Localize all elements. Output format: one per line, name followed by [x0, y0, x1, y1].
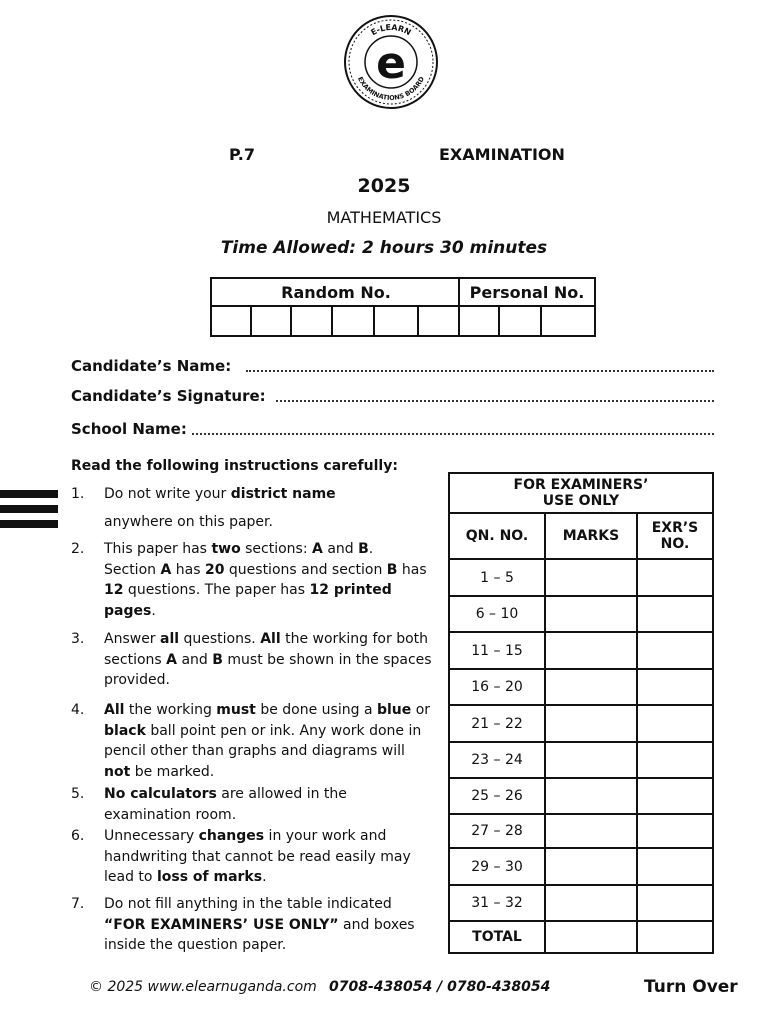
col-marks: MARKS — [545, 513, 637, 559]
logo-letter: e — [376, 38, 406, 89]
qn-range: 27 – 28 — [449, 814, 545, 848]
marks-cell[interactable] — [545, 814, 637, 848]
exr-cell[interactable] — [637, 669, 713, 705]
qn-range: 6 – 10 — [449, 596, 545, 632]
elearn-logo — [343, 14, 439, 110]
logo-bottom-text: EXAMINATIONS BOARD — [356, 75, 426, 103]
time-allowed: Time Allowed: 2 hours 30 minutes — [220, 238, 548, 258]
random-digit-box[interactable] — [250, 307, 252, 335]
marks-cell[interactable] — [545, 596, 637, 632]
class-level: P.7 — [229, 145, 255, 164]
box-divider — [458, 279, 460, 335]
total-exr-cell[interactable] — [637, 921, 713, 953]
examiners-table — [448, 472, 714, 954]
personal-digit-box[interactable] — [540, 307, 542, 335]
marks-cell[interactable] — [545, 632, 637, 669]
exr-cell[interactable] — [637, 596, 713, 632]
candidate-name-label: Candidate’s Name: — [71, 357, 232, 375]
exam-title: EXAMINATION — [439, 145, 565, 164]
marks-cell[interactable] — [545, 885, 637, 921]
qn-range: 21 – 22 — [449, 705, 545, 742]
qn-range: 23 – 24 — [449, 742, 545, 778]
candidate-signature-line[interactable] — [276, 400, 714, 402]
marks-cell[interactable] — [545, 705, 637, 742]
total-marks-cell[interactable] — [545, 921, 637, 953]
marks-cell[interactable] — [545, 778, 637, 814]
footer-copyright: © 2025 www.elearnuganda.com — [89, 979, 317, 995]
school-name-line[interactable] — [192, 433, 714, 435]
candidate-number-boxes — [210, 277, 596, 337]
instructions-heading: Read the following instructions carefully: — [71, 458, 398, 474]
marks-cell[interactable] — [545, 742, 637, 778]
personal-digit-box[interactable] — [498, 307, 500, 335]
exam-year: 2025 — [357, 175, 411, 197]
qn-range: 16 – 20 — [449, 669, 545, 705]
examiners-table-title: FOR EXAMINERS’ USE ONLY — [449, 473, 713, 513]
marks-cell[interactable] — [545, 559, 637, 596]
subject-title: MATHEMATICS — [326, 208, 442, 227]
col-qn-no: QN. NO. — [449, 513, 545, 559]
logo-top-text: E-LEARN — [369, 22, 413, 38]
marks-cell[interactable] — [545, 848, 637, 885]
school-name-label: School Name: — [71, 420, 187, 438]
exr-cell[interactable] — [637, 885, 713, 921]
exr-cell[interactable] — [637, 742, 713, 778]
side-marker-bars — [0, 490, 58, 535]
qn-range: 25 – 26 — [449, 778, 545, 814]
qn-range: 11 – 15 — [449, 632, 545, 669]
col-exr-no: EXR’S NO. — [637, 513, 713, 559]
qn-range: 31 – 32 — [449, 885, 545, 921]
footer-phones: 0708-438054 / 0780-438054 — [329, 979, 551, 995]
total-label: TOTAL — [449, 921, 545, 953]
exr-cell[interactable] — [637, 705, 713, 742]
candidate-name-line[interactable] — [246, 370, 714, 372]
personal-number-label: Personal No. — [460, 279, 594, 307]
random-digit-box[interactable] — [290, 307, 292, 335]
qn-range: 1 – 5 — [449, 559, 545, 596]
exr-cell[interactable] — [637, 778, 713, 814]
turn-over-label: Turn Over — [644, 977, 738, 997]
marks-cell[interactable] — [545, 669, 637, 705]
exr-cell[interactable] — [637, 814, 713, 848]
random-digit-box[interactable] — [417, 307, 419, 335]
exr-cell[interactable] — [637, 848, 713, 885]
qn-range: 29 – 30 — [449, 848, 545, 885]
candidate-signature-label: Candidate’s Signature: — [71, 387, 266, 405]
random-digit-box[interactable] — [373, 307, 375, 335]
exr-cell[interactable] — [637, 632, 713, 669]
random-number-label: Random No. — [212, 279, 460, 307]
random-digit-box[interactable] — [331, 307, 333, 335]
exr-cell[interactable] — [637, 559, 713, 596]
